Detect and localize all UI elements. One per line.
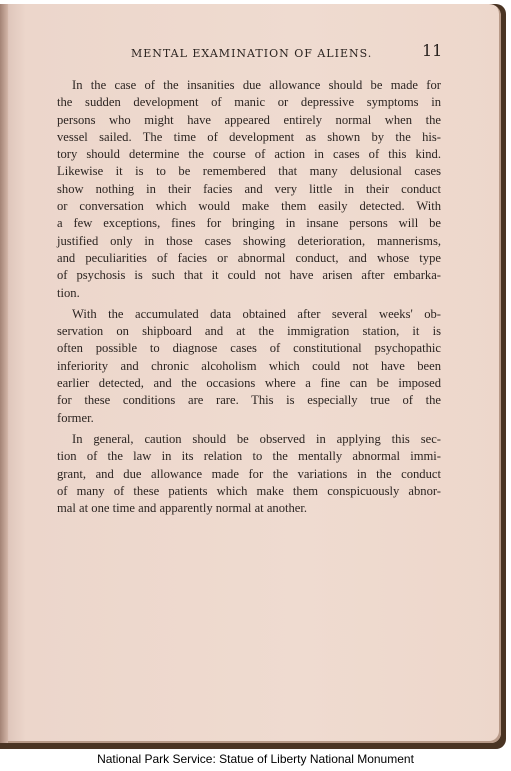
page-gutter: [0, 4, 8, 743]
text-line: servation on shipboard and at the immigration station, it is: [57, 324, 441, 339]
paragraph-insanities: [57, 77, 441, 302]
text-line: the sudden development of manic or depressive symptoms in: [57, 95, 441, 110]
text-line: tion.: [57, 285, 80, 300]
paragraph-caution: [57, 431, 441, 517]
text-line: show nothing in their facies and very little in their conduct: [57, 181, 441, 196]
text-line: In general, caution should be observed in applying this sec-: [72, 431, 441, 446]
text-line: former.: [57, 410, 94, 425]
page-number: 11: [422, 41, 443, 60]
text-line: mal at one time and apparently normal at another.: [57, 501, 308, 516]
text-line: inferiority and chronic alcoholism which could not have been: [57, 358, 441, 373]
text-line: of psychosis is such that it could not have arisen after embarka-: [57, 268, 441, 283]
image-credit: National Park Service: Statue of Liberty National Monument: [97, 752, 414, 766]
text-line: justified only in those cases showing deterioration, mannerisms,: [57, 233, 441, 248]
body-text: [57, 77, 441, 517]
text-line: earlier detected, and the occasions where a fine can be imposed: [57, 376, 441, 391]
text-line: persons who might have appeared entirely normal when the: [57, 112, 441, 127]
text-line: vessel sailed. The time of development as shown by the his-: [57, 129, 441, 144]
text-line: tory should determine the course of action in cases of this kind.: [57, 147, 441, 162]
text-line: Likewise it is to be remembered that many delusional cases: [57, 164, 441, 179]
text-line: of many of these patients which make them conspicuously abnor-: [57, 483, 441, 498]
paragraph-accumulated-data: [57, 306, 441, 427]
running-head-title: MENTAL EXAMINATION OF ALIENS.: [131, 47, 373, 60]
text-line: grant, and due allowance made for the variations in the conduct: [57, 466, 441, 481]
text-line: tion of the law in its relation to the mentally abnormal immi-: [57, 449, 441, 464]
text-line: In the case of the insanities due allowance should be made for: [72, 78, 441, 92]
text-line: or conversation which would make them easily detected. With: [57, 199, 441, 214]
text-line: often possible to diagnose cases of constitutional psychopathic: [57, 341, 441, 356]
text-line: for these conditions are rare. This is especially true of the: [57, 393, 441, 408]
text-line: and peculiarities of facies or abnormal conduct, and whose type: [57, 250, 441, 265]
text-line: a few exceptions, fines for bringing in insane persons will be: [57, 216, 441, 231]
text-line: With the accumulated data obtained after several weeks' ob-: [72, 306, 441, 321]
